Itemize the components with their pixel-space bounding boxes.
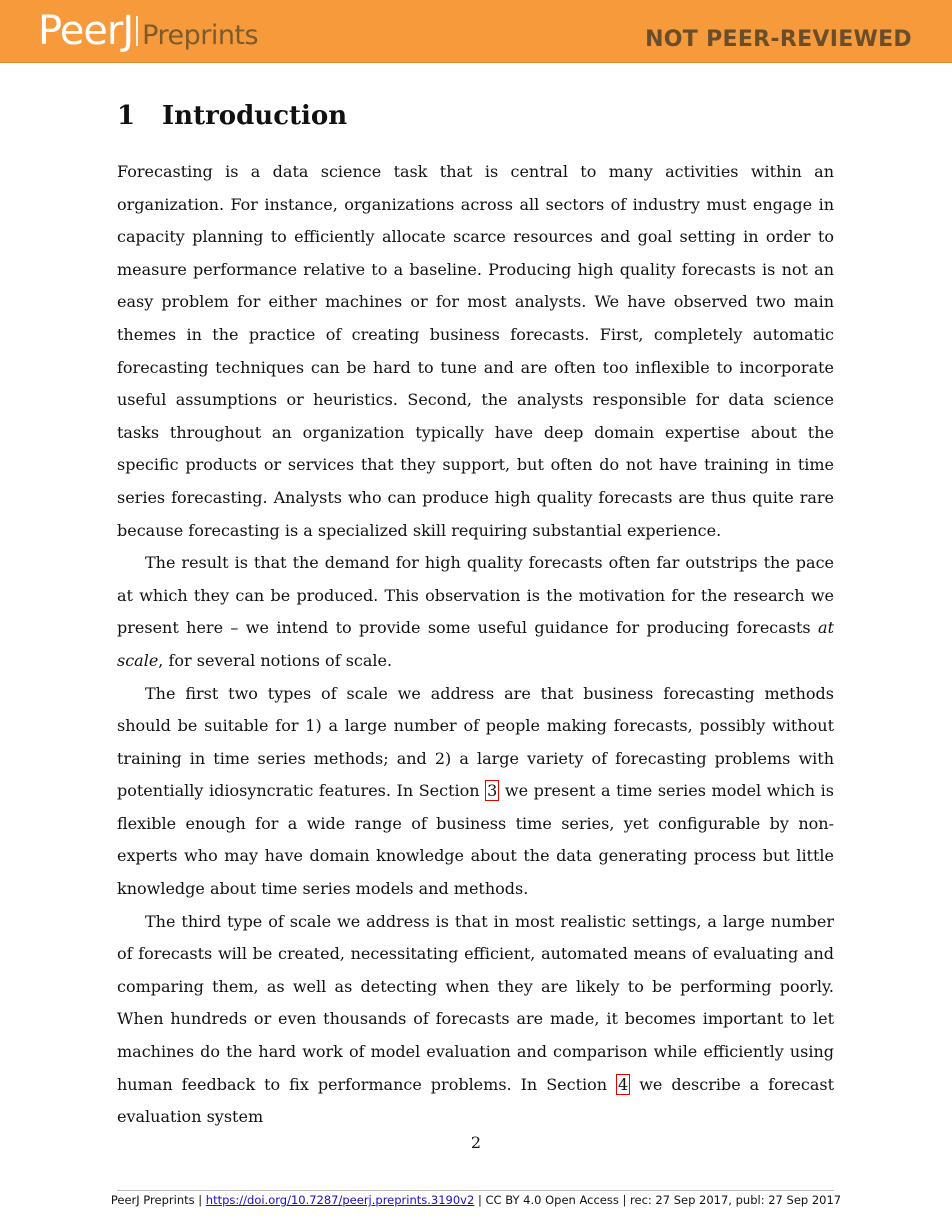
paragraph-3 [117, 678, 834, 906]
logo-preprints-text: Preprints [142, 20, 259, 51]
section-4-link[interactable]: 4 [618, 1074, 629, 1094]
doi-link[interactable]: https://doi.org/10.7287/peerj.preprints.3190v2 [205, 1193, 475, 1207]
header-banner [0, 0, 952, 63]
footer-license: | CC BY 4.0 Open Access | rec: 27 Sep 2017, publ: 27 Sep 2017 [474, 1193, 842, 1207]
peer-review-status: NOT PEER-REVIEWED [645, 27, 912, 52]
page-number: 2 [470, 1133, 482, 1152]
paragraph-2-text-end: , for several notions of scale. [158, 650, 393, 670]
paragraph-1: Forecasting is a data science task that is central to many activities within an organization. For instance, organizations across all sectors of industry must engage in capacity planning to efficiently allocate scarce resources and goal setting in order to measure performance relative to a baseline. Producing high quality forecasts is not an easy problem for either machines or for most analysts. We have observed two main themes in the practice of creating business forecasts. First, completely automatic forecasting techniques can be hard to tune and are often too inflexible to incorporate useful assumptions or heuristics. Second, the analysts responsible for data science tasks throughout an organization typically have deep domain expertise about the specific products or services that they support, but often do not have training in time series forecasting. Analysts who can produce high quality forecasts are thus quite rare because forecasting is a specialized skill requiring substantial experience. [117, 162, 834, 540]
emphasis-at-scale: at scale [117, 618, 834, 670]
paragraph-2 [117, 547, 834, 677]
page-content [117, 96, 834, 1134]
paragraph-3-text: The first two types of scale we address are that business forecasting methods should be suitable for 1) a large number of people making forecasts, possibly without training in time series methods; and 2) a large variety of forecasting problems with potentially idiosyncratic features. In Section [117, 683, 834, 801]
logo-divider [136, 16, 138, 46]
section-title: Introduction [162, 101, 348, 131]
peerj-preprints-logo[interactable] [38, 8, 258, 54]
section-3-link[interactable]: 3 [487, 781, 498, 801]
paragraph-4-text-end: we describe a forecast evaluation system [117, 1074, 835, 1127]
paragraph-2-text: The result is that the demand for high quality forecasts often far outstrips the pace at which they can be produced. This observation is the motivation for the research we present here – we intend to provide some useful guidance for producing forecasts [117, 553, 834, 638]
paragraph-4 [117, 906, 834, 1134]
logo-peerj-text: PeerJ [38, 8, 134, 54]
footer-citation [0, 1193, 952, 1207]
section-number: 1 [117, 101, 136, 131]
section-heading [117, 96, 834, 136]
paragraph-3-text-end: we present a time series model which is flexible enough for a wide range of business time series, yet configurable by non-experts who may have domain knowledge about the data generating process but little knowledge about time series models and methods. [117, 781, 835, 899]
paragraph-4-text: The third type of scale we address is that in most realistic settings, a large number of forecasts will be created, necessitating efficient, automated means of evaluating and comparing them, as well as detecting when they are likely to be performing poorly. When hundreds or even thousands of forecasts are made, it becomes important to let machines do the hard work of model evaluation and comparison while efficiently using human feedback to fix performance problems. In Section [117, 911, 834, 1094]
footer-prefix: PeerJ Preprints | [110, 1193, 206, 1207]
footer-divider [117, 1190, 834, 1191]
